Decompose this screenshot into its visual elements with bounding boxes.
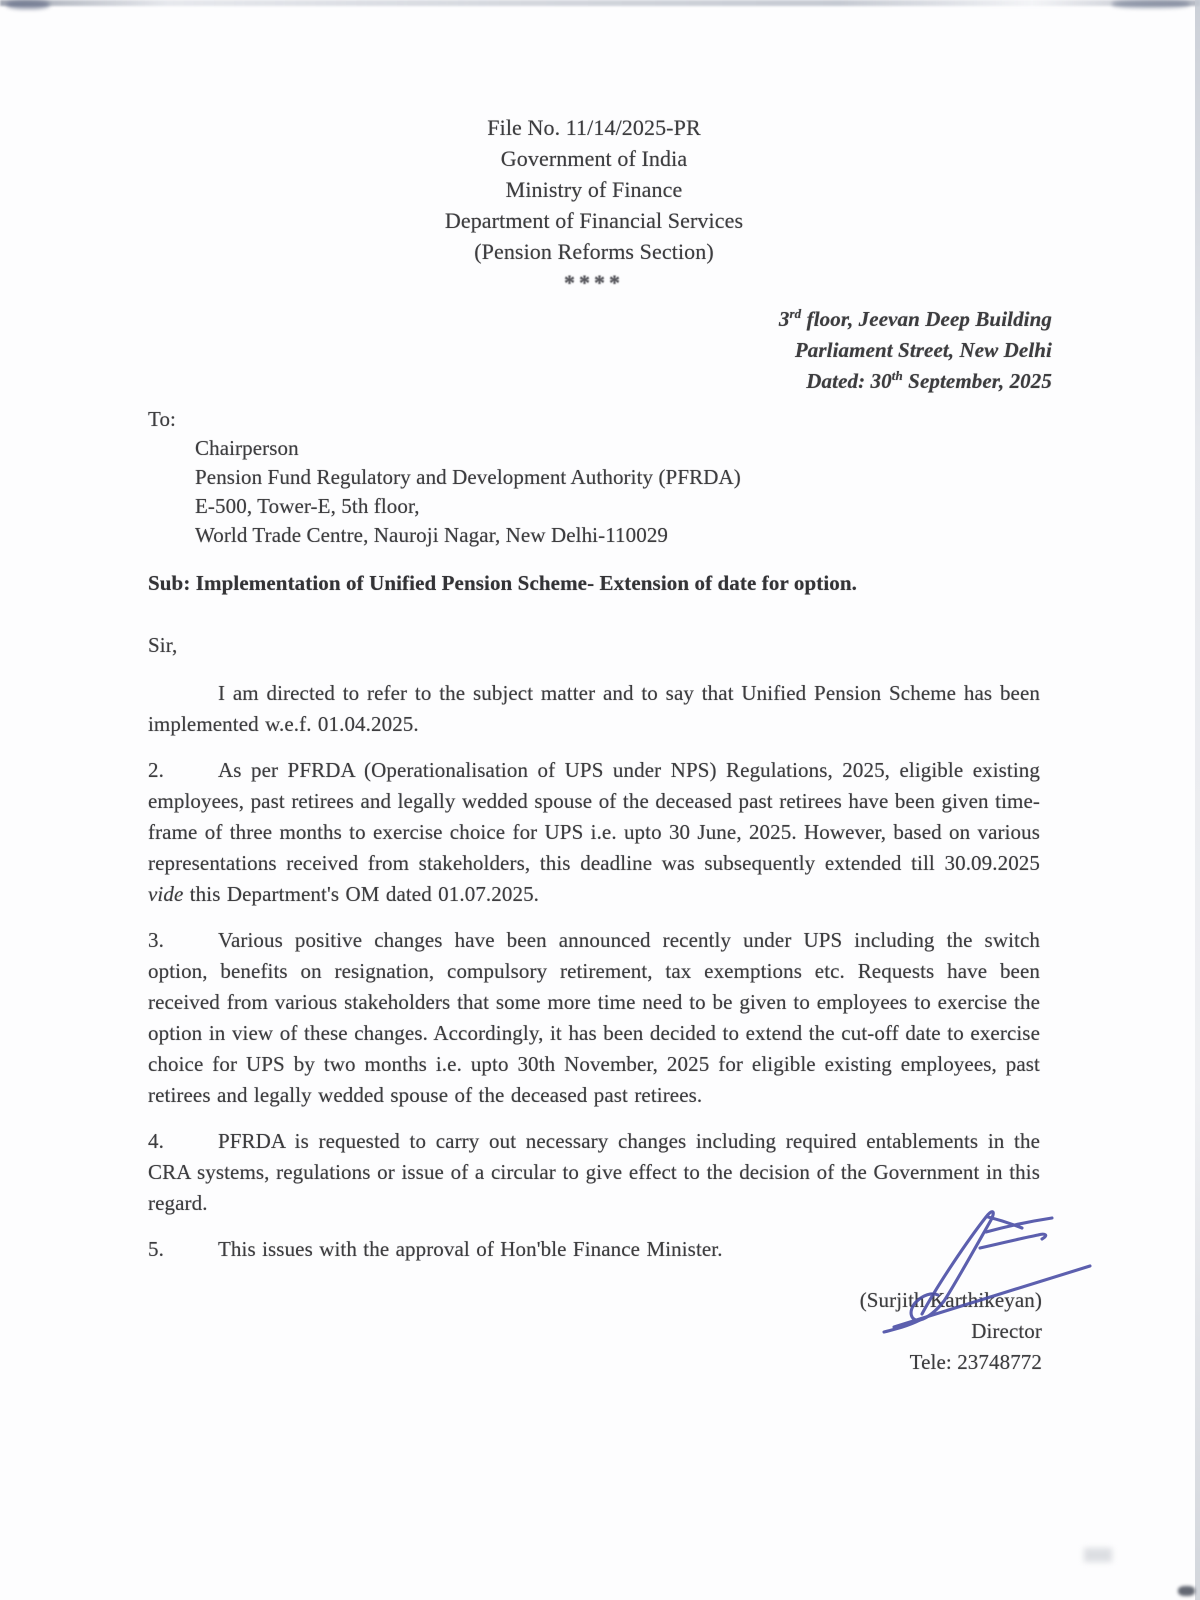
scan-artifact-bottom-right [1178,1586,1195,1596]
building-name: floor, Jeevan Deep Building [801,307,1052,331]
signature-block [148,1285,1042,1378]
paragraph-4-text: PFRDA is requested to carry out necessary changes including required entablements in the CRA systems, regulations or issue of a circular to give effect to the decision of the Government in this regard. [148,1129,1040,1215]
vide-italic: vide [148,882,184,906]
sender-address-line-1 [148,304,1052,335]
to-label: To: [148,407,176,431]
signatory-telephone: Tele: 23748772 [909,1350,1042,1374]
paragraph-4 [148,1126,1040,1219]
letterhead [148,112,1040,298]
letter-date-line [148,366,1052,397]
paragraph-number: 3. [148,928,164,952]
salutation: Sir, [148,633,178,657]
paragraph-2 [148,755,1040,910]
file-number: File No. 11/14/2025-PR [487,115,701,140]
paragraph-3 [148,925,1040,1111]
paragraph-2-text: As per PFRDA (Operationalisation of UPS under NPS) Regulations, 2025, eligible existing employees, past retirees and legally wedded spouse of the deceased past retirees have been given time-frame of three months to exercise choice for UPS i.e. upto 30 June, 2025. However, based on various representations received from stakeholders, this deadline was subsequently extended till 30.09.2025 [148,758,1040,875]
sender-address-line-2: Parliament Street, New Delhi [794,338,1052,362]
paragraph-1 [148,678,1040,740]
ordinal-superscript: rd [789,306,802,321]
paragraph-number: 4. [148,1129,164,1153]
paragraph-number: 2. [148,758,164,782]
paragraph-3-text: Various positive changes have been announced recently under UPS including the switch option, benefits on resignation, compulsory retirement, tax exemptions etc. Requests have been received from various stakeholders that some more time need to be given to employees to exercise the option in view of these changes. Accordingly, it has been decided to extend the cut-off date to exercise choice for UPS by two months i.e. upto 30th November, 2025 for eligible existing employees, past retirees and legally wedded spouse of the deceased past retirees. [148,928,1040,1107]
date-suffix: September, 2025 [902,369,1052,393]
recipient-address-line-2: World Trade Centre, Nauroji Nagar, New Delhi-110029 [195,523,669,547]
paragraph-1-text: I am directed to refer to the subject matter and to say that Unified Pension Scheme has been implemented w.e.f. 01.04.2025. [148,681,1040,736]
paragraph-2-text-end: this Department's OM dated 01.07.2025. [183,882,540,906]
org-line-government: Government of India [500,146,688,171]
date-prefix: Dated: 30 [806,369,892,393]
sender-address-block [148,304,1052,397]
ordinal-superscript: th [891,368,903,383]
org-line-department: Department of Financial Services [444,208,744,233]
paragraph-5 [148,1234,1040,1265]
paragraph-5-text: This issues with the approval of Hon'ble Finance Minister. [218,1237,723,1261]
recipient-address-line-1: E-500, Tower-E, 5th floor, [195,494,420,518]
org-line-ministry: Ministry of Finance [505,177,683,202]
asterisk-separator: **** [564,270,624,295]
org-line-section: (Pension Reforms Section) [474,239,714,264]
recipient-organisation: Pension Fund Regulatory and Development Authority (PFRDA) [195,465,741,489]
signatory-name: (Surjith Karthikeyan) [859,1288,1042,1312]
paragraph-number: 5. [148,1237,164,1261]
floor-number: 3 [778,307,790,331]
scan-artifact-smudge [1084,1548,1112,1562]
recipient-title: Chairperson [195,436,299,460]
subject-line: Sub: Implementation of Unified Pension Scheme- Extension of date for option. [148,571,857,595]
recipient-address-block [195,434,1040,550]
signatory-designation: Director [971,1319,1042,1343]
